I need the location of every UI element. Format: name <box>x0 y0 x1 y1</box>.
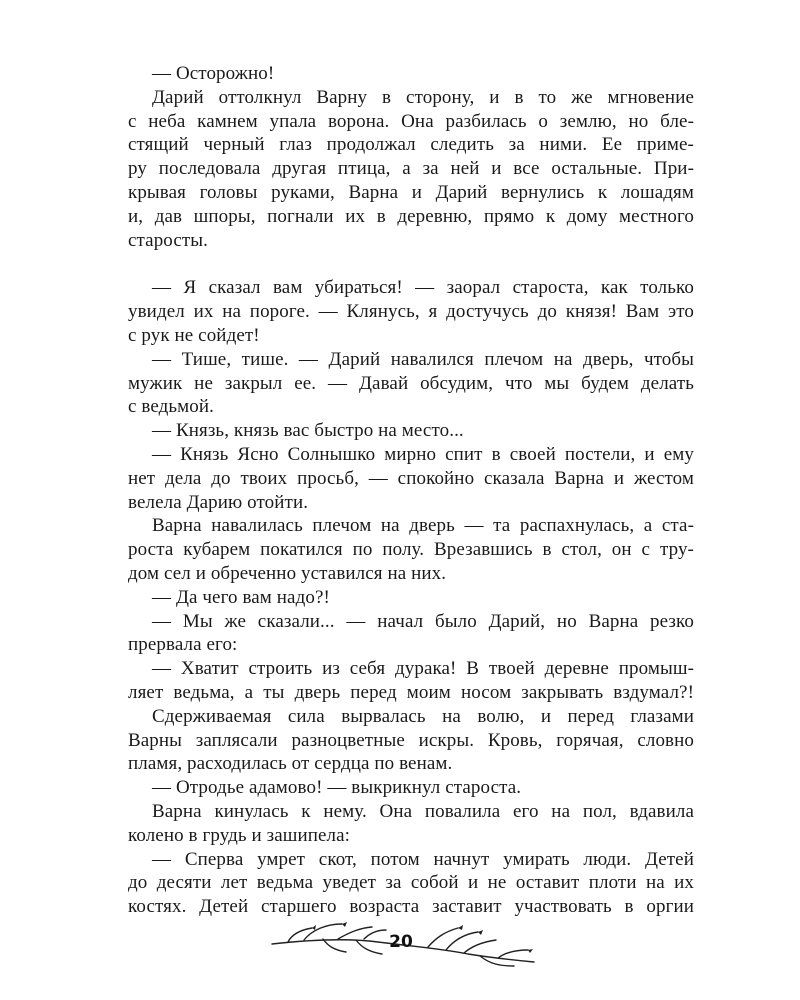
text-line: дом сел и обреченно уставился на них. <box>128 562 447 584</box>
text-line: с неба камнем упала ворона. Она разбилась о землю, но бле- <box>128 110 694 132</box>
paragraph <box>128 514 694 585</box>
text-line: — Осторожно! <box>152 63 275 84</box>
page-body <box>128 62 694 919</box>
page-number: 20 <box>389 932 413 952</box>
paragraph <box>128 419 694 443</box>
text-line: — Я сказал вам убираться! — заорал староста, как только <box>152 277 694 299</box>
text-line: и, дав шпоры, погнали их в деревню, прямо к дому местного <box>128 205 694 227</box>
text-line: прервала его: <box>128 634 238 656</box>
text-line: — Князь, князь вас быстро на место... <box>152 420 464 442</box>
paragraph <box>128 348 694 419</box>
text-line: — Отродье адамово! — выкрикнул староста. <box>152 777 522 799</box>
text-line: Варна кинулась к нему. Она повалила его на пол, вдавила <box>152 800 694 822</box>
text-line: с ведьмой. <box>128 396 214 418</box>
text-line: — Хватит строить из себя дурака! В твоей деревне промыш- <box>152 658 694 680</box>
paragraph <box>128 443 694 514</box>
paragraph <box>128 86 694 253</box>
paragraph <box>128 848 694 919</box>
text-line: старосты. <box>128 229 209 251</box>
text-line: до десяти лет ведьма уведет за собой и не оставит плоти на их <box>128 872 694 894</box>
text-line: увидел их на пороге. — Клянусь, я достучусь до князя! Вам это <box>128 301 694 323</box>
page-footer <box>0 918 800 968</box>
text-line: Варна навалилась плечом на дверь — та распахнулась, а ста- <box>152 515 694 537</box>
text-line: с рук не сойдет! <box>128 324 260 346</box>
text-line: Сдерживаемая сила вырвалась на волю, и перед глазами <box>152 705 694 727</box>
paragraph <box>128 776 694 800</box>
text-line: — Да чего вам надо?! <box>152 586 330 608</box>
text-line: мужик не закрыл ее. — Давай обсудим, что мы будем делать <box>128 372 694 394</box>
paragraph <box>128 705 694 776</box>
paragraph <box>128 276 694 347</box>
text-line: — Сперва умрет скот, потом начнут умирать люди. Детей <box>152 848 694 870</box>
paragraph <box>128 610 694 658</box>
text-line: стящий черный глаз продолжал следить за ними. Ее приме- <box>128 134 694 156</box>
text-line: роста кубарем покатился по полу. Врезавшись в стол, он с тру- <box>128 539 694 561</box>
text-line: пламя, расходилась от сердца по венам. <box>128 753 453 775</box>
text-line: ляет ведьма, а ты дверь перед моим носом закрывать вздумал?! <box>128 681 694 703</box>
text-line: ру последовала другая птица, а за ней и все остальные. При- <box>128 158 694 180</box>
text-line: велела Дарию отойти. <box>128 491 309 513</box>
section-break <box>128 252 694 276</box>
paragraph <box>128 586 694 610</box>
paragraph <box>128 800 694 848</box>
text-line: крывая головы руками, Варна и Дарий вернулись к лошадям <box>128 181 694 203</box>
paragraph <box>128 657 694 705</box>
text-line: нет дела до твоих просьб, — спокойно сказала Варна и жестом <box>128 467 694 489</box>
paragraph <box>128 62 694 86</box>
text-line: — Мы же сказали... — начал было Дарий, но Варна резко <box>152 610 694 632</box>
text-line: Дарий оттолкнул Варну в сторону, и в то же мгновение <box>152 86 694 108</box>
text-line: Варны заплясали разноцветные искры. Кровь, горячая, словно <box>128 729 694 751</box>
text-line: костях. Детей старшего возраста заставит участвовать в оргии <box>128 896 694 918</box>
text-line: — Князь Ясно Солнышко мирно спит в своей постели, и ему <box>152 443 694 465</box>
text-line: — Тише, тише. — Дарий навалился плечом на дверь, чтобы <box>152 348 694 370</box>
text-line: колено в грудь и зашипела: <box>128 824 351 846</box>
